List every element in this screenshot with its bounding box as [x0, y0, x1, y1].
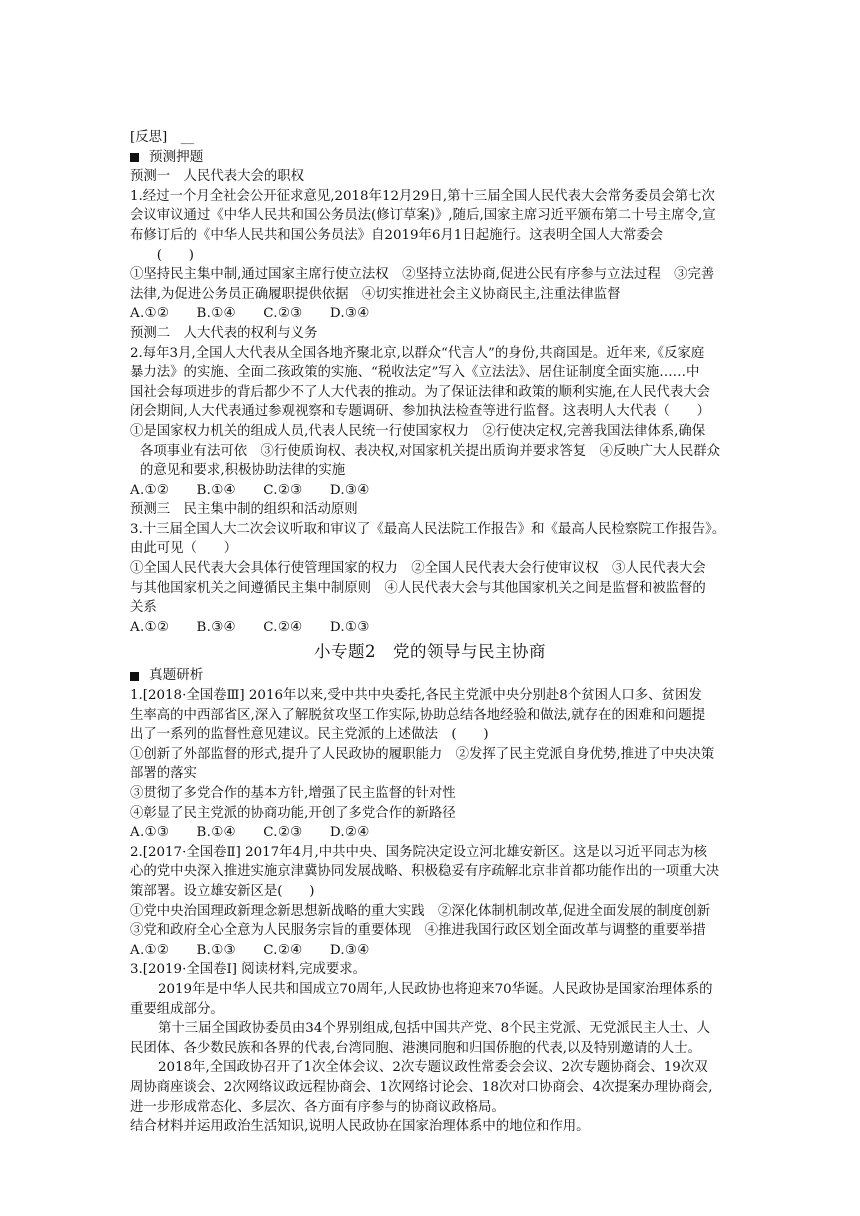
predict-1-question-line: 1.经过一个月全社会公开征求意见,2018年12月29日,第十三届全国人民代表大会常务委员会第七次 [130, 188, 715, 204]
real-3-material-line: 进一步形成常态化、多层次、各方面有序参与的协商议政格局。 [130, 1099, 505, 1115]
real-2-question-line: 心的党中央深入推进实施京津冀协同发展战略、积极稳妥有序疏解北京非首都功能作出的一项重大决 [130, 864, 720, 880]
predict-3-option-line: 关系 [130, 600, 157, 616]
predict-heading-text: 预测押题 [149, 148, 204, 165]
real-3-requirement: 结合材料并运用政治生活知识,说明人民政协在国家治理体系中的地位和作用。 [130, 1119, 590, 1135]
real-3-material-line: 2019年是中华人民共和国成立70周年,人民政协也将迎来70华诞。人民政协是国家治理体系的 [158, 981, 713, 997]
real-3-material-line: 周协商座谈会、2次网络议政远程协商会、1次网络讨论会、18次对口协商会、4次提案办理协商会, [130, 1079, 713, 1095]
predict-2-option-line: ①是国家权力机关的组成人员,代表人民统一行使国家权力 ②行使决定权,完善我国法律体系,确保 [130, 423, 706, 439]
predict-3-option-line: 与其他国家机关之间遵循民主集中制原则 ④人民代表大会与其他国家机关之间是监督和被监督的 [130, 580, 706, 596]
real-1-question-line: 生率高的中西部省区,深入了解脱贫攻坚工作实际,协助总结各地经验和做法,就存在的困难和问题提 [130, 707, 706, 723]
predict-3-option-line: ①全国人民代表大会具体行使管理国家的权力 ②全国人民代表大会行使审议权 ③人民代表大会 [130, 561, 706, 577]
predict-3-choices: A.①② B.③④ C.②④ D.①③ [130, 619, 370, 635]
predict-1-option-line: 法律,为促进公务员正确履职提供依据 ④切实推进社会主义协商民主,注重法律监督 [130, 286, 621, 302]
topic-title: 小专题2 党的领导与民主协商 [314, 642, 546, 662]
predict-1-question-line: ( ) [130, 247, 195, 263]
square-bullet-icon [130, 153, 139, 162]
predict-3-title: 预测三 民主集中制的组织和活动原则 [130, 502, 358, 518]
predict-1-choices: A.①② B.①④ C.②③ D.③④ [130, 306, 370, 322]
real-1-option-line: ①创新了外部监督的形式,提升了人民政协的履职能力 ②发挥了民主党派自身优势,推进了中央决策 [130, 746, 715, 762]
predict-1-question-line: 布修订后的《中华人民共和国公务员法》自2019年6月1日起施行。这表明全国人大常委会 [130, 227, 664, 243]
real-1-option-line: ④彰显了民主党派的协商功能,开创了多党合作的新路径 [130, 805, 456, 821]
real-2-question-line: 策部署。设立雄安新区是( ) [130, 883, 315, 899]
real-1-option-line: 部署的落实 [130, 766, 197, 782]
predict-2-option-line: 的意见和要求,积极协助法律的实施 [140, 463, 346, 479]
real-3-material-line: 重要组成部分。 [130, 1001, 224, 1017]
real-3-head: 3.[2019·全国卷Ⅰ] 阅读材料,完成要求。 [130, 962, 367, 978]
predict-2-title: 预测二 人大代表的权利与义务 [130, 325, 318, 341]
predict-2-question-line: 2.每年3月,全国人大代表从全国各地齐聚北京,以群众“代言人”的身份,共商国是。近年来,《反家庭 [130, 345, 705, 361]
predict-2-question-line: 暴力法》的实施、全面二孩政策的实施、“税收法定”写入《立法法》、居住证制度全面实施……中 [130, 365, 700, 381]
reflection-line: [反思] __ [130, 130, 195, 145]
predict-3-question-line: 由此可见（ ） [130, 541, 238, 557]
predict-1-question-line: 会议审议通过《中华人民共和国公务员法(修订草案)》,随后,国家主席习近平颁布第二十号主席令,宣 [130, 208, 716, 224]
real-1-question-line: 出了一系列的监督性意见建议。民主党派的上述做法 ( ) [130, 727, 489, 743]
real-3-material-line: 2018年,全国政协召开了1次全体会议、2次专题议政性常委会会议、2次专题协商会、19次双 [158, 1060, 708, 1076]
real-2-option-line: ③党和政府全心全意为人民服务宗旨的重要体现 ④推进我国行政区划全面改革与调整的重要举措 [130, 923, 706, 939]
real-1-option-line: ③贯彻了多党合作的基本方针,增强了民主监督的针对性 [130, 786, 456, 801]
predict-3-question-line: 3.十三届全国人大二次会议听取和审议了《最高人民法院工作报告》和《最高人民检察院工作报告》。 [130, 521, 726, 537]
real-2-question-line: 2.[2017·全国卷Ⅱ] 2017年4月,中共中央、国务院决定设立河北雄安新区。这是以习近平同志为核 [130, 844, 708, 860]
square-bullet-icon [130, 672, 139, 681]
real-section-heading [130, 666, 730, 686]
document-page [130, 128, 730, 1137]
predict-2-option-line: 各项事业有法可依 ③行使质询权、表决权,对国家机关提出质询并要求答复 ④反映广大人民群众 [140, 443, 721, 459]
predict-section-heading [130, 148, 730, 168]
real-2-choices: A.①② B.①③ C.②④ D.③④ [130, 942, 370, 958]
predict-1-title: 预测一 人民代表大会的职权 [130, 169, 305, 185]
predict-2-question-line: 闭会期间,人大代表通过参观视察和专题调研、参加执法检查等进行监督。这表明人大代表（ ） [130, 404, 711, 420]
real-2-option-line: ①党中央治国理政新理念新思想新战略的重大实践 ②深化体制机制改革,促进全面发展的制度创新 [130, 903, 711, 919]
real-1-choices: A.①③ B.①④ C.②③ D.②④ [130, 825, 370, 841]
predict-1-option-line: ①坚持民主集中制,通过国家主席行使立法权 ②坚持立法协商,促进公民有序参与立法过程 ③完善 [130, 267, 715, 283]
predict-2-choices: A.①② B.①④ C.②③ D.③④ [130, 482, 370, 498]
real-heading-text: 真题研析 [149, 667, 204, 684]
real-3-material-line: 第十三届全国政协委员由34个界别组成,包括中国共产党、8个民主党派、无党派民主人士、人 [158, 1021, 711, 1037]
real-1-question-line: 1.[2018·全国卷Ⅲ] 2016年以来,受中共中央委托,各民主党派中央分别赴8个贫困人口多、贫困发 [130, 688, 702, 704]
real-3-material-line: 民团体、各少数民族和各界的代表,台湾同胞、港澳同胞和归国侨胞的代表,以及特别邀请的人士。 [130, 1040, 701, 1056]
predict-2-question-line: 国社会每项进步的背后都少不了人大代表的推动。为了保证法律和政策的顺利实施,在人民代表大会 [130, 384, 711, 400]
